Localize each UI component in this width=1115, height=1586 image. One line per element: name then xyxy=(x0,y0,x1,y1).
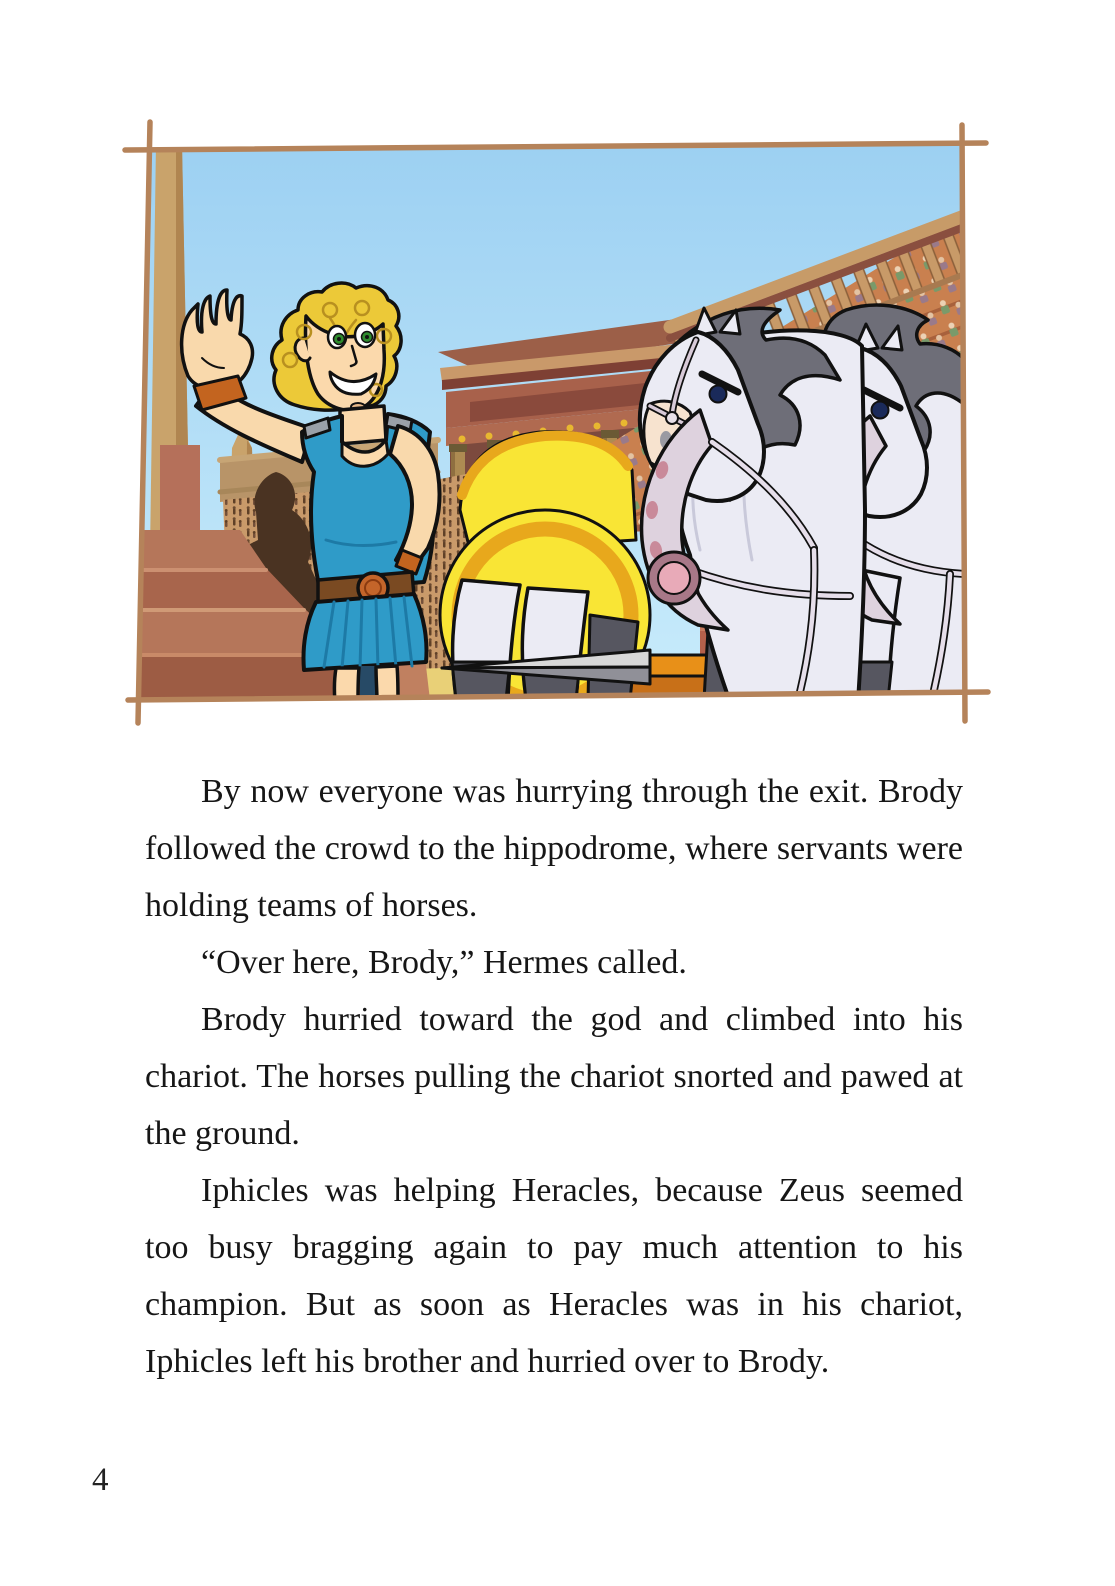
story-text-block xyxy=(145,763,963,1390)
story-illustration xyxy=(90,110,1000,730)
page-number: 4 xyxy=(92,1462,109,1498)
illustration-canvas xyxy=(90,110,1000,730)
story-paragraph: “Over here, Brody,” Hermes called. xyxy=(201,944,687,981)
neck xyxy=(340,406,386,444)
story-paragraph: By now everyone was hurrying through the exit. Brody followed the crowd to the hippodrome, where servants were holding teams of horses. xyxy=(145,773,963,924)
story-paragraph: Iphicles was helping Heracles, because Zeus seemed too busy bragging again to pay much attention to his champion. But as soon as Heracles was in his chariot, Iphicles left his brother and hurried over to Brody. xyxy=(145,1172,963,1380)
story-paragraph: Brody hurried toward the god and climbed into his chariot. The horses pulling the chariot snorted and pawed at the ground. xyxy=(145,1001,963,1152)
